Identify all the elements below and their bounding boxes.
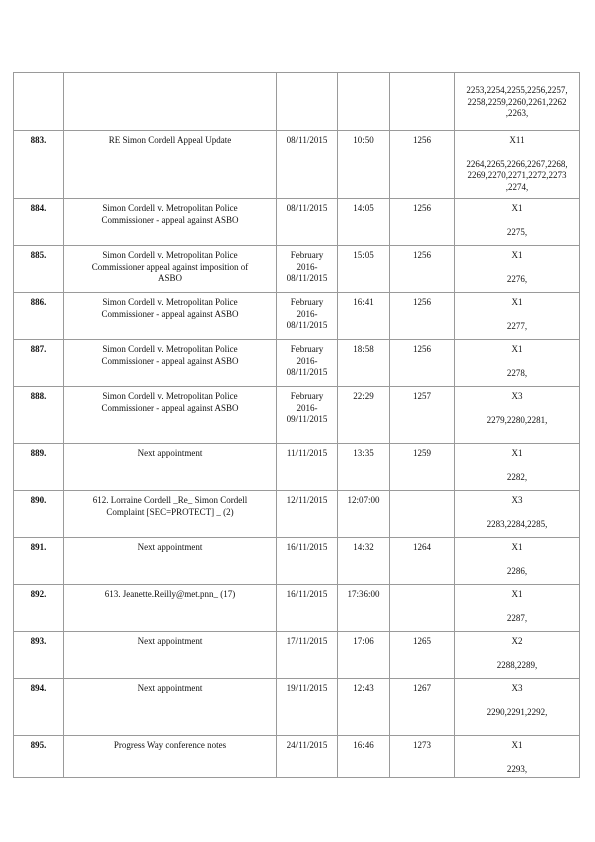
table-row <box>14 293 580 340</box>
entry-number: 894. <box>14 679 64 736</box>
entry-number: 893. <box>14 632 64 679</box>
page-number-list: 2293, <box>506 763 528 774</box>
entry-number: 895. <box>14 736 64 778</box>
entry-pages <box>455 199 580 246</box>
entry-time: 15:05 <box>338 246 390 293</box>
entry-subject: Simon Cordell v. Metropolitan Police Commissioner - appeal against ASBO <box>64 293 277 340</box>
entry-number: 885. <box>14 246 64 293</box>
entry-date: 19/11/2015 <box>277 679 338 736</box>
page-count: X3 <box>511 391 523 401</box>
entry-reference: 1257 <box>390 387 455 444</box>
page-count: X3 <box>511 683 523 693</box>
entry-number: 886. <box>14 293 64 340</box>
entry-reference: 1265 <box>390 632 455 679</box>
entry-subject: Next appointment <box>64 679 277 736</box>
page-number-list: 2279,2280,2281, <box>486 414 548 425</box>
entry-time <box>338 73 390 131</box>
page-number-list: 2287, <box>506 612 528 623</box>
page-count: X1 <box>511 297 523 307</box>
page-number-list: 2282, <box>506 471 528 482</box>
entry-time: 17:06 <box>338 632 390 679</box>
entry-subject: Simon Cordell v. Metropolitan Police Commissioner appeal against imposition of ASBO <box>64 246 277 293</box>
entry-date: February 2016- 08/11/2015 <box>277 246 338 293</box>
document-log-table <box>13 72 580 778</box>
page-count: X1 <box>511 740 523 750</box>
entry-pages <box>455 491 580 538</box>
entry-reference: 1264 <box>390 538 455 585</box>
page-count: X11 <box>509 135 525 145</box>
page-number-list: 2278, <box>506 367 528 378</box>
entry-time: 17:36:00 <box>338 585 390 632</box>
entry-date: 16/11/2015 <box>277 538 338 585</box>
table-row <box>14 444 580 491</box>
entry-pages <box>455 444 580 491</box>
entry-number: 883. <box>14 131 64 199</box>
page-number-list: 2288,2289, <box>496 659 538 670</box>
entry-date: 16/11/2015 <box>277 585 338 632</box>
entry-date: February 2016- 08/11/2015 <box>277 340 338 387</box>
entry-subject: Progress Way conference notes <box>64 736 277 778</box>
entry-subject: Next appointment <box>64 444 277 491</box>
table-row <box>14 585 580 632</box>
entry-subject: RE Simon Cordell Appeal Update <box>64 131 277 199</box>
entry-number: 890. <box>14 491 64 538</box>
entry-subject: Next appointment <box>64 538 277 585</box>
table-row <box>14 340 580 387</box>
page-number-list: 2275, <box>506 226 528 237</box>
page-number-list: 2277, <box>506 320 528 331</box>
entry-date: 17/11/2015 <box>277 632 338 679</box>
entry-time: 14:32 <box>338 538 390 585</box>
entry-date: 11/11/2015 <box>277 444 338 491</box>
page-count: X1 <box>511 542 523 552</box>
page-count: X2 <box>511 636 523 646</box>
entry-pages <box>455 246 580 293</box>
table-row <box>14 387 580 444</box>
entry-reference <box>390 585 455 632</box>
page-number-list: 2290,2291,2292, <box>486 706 548 717</box>
entry-pages <box>455 340 580 387</box>
entry-time: 22:29 <box>338 387 390 444</box>
entry-subject: Simon Cordell v. Metropolitan Police Commissioner - appeal against ASBO <box>64 199 277 246</box>
table-row <box>14 246 580 293</box>
entry-number <box>14 73 64 131</box>
entry-date: 08/11/2015 <box>277 131 338 199</box>
page-number-list: 2276, <box>506 273 528 284</box>
entry-date: 24/11/2015 <box>277 736 338 778</box>
page-number-list: 2253,2254,2255,2256,2257, 2258,2259,2260,2261,2262 ,2263, <box>466 85 568 118</box>
entry-number: 888. <box>14 387 64 444</box>
entry-reference: 1256 <box>390 199 455 246</box>
entry-pages <box>455 131 580 199</box>
entry-date: February 2016- 09/11/2015 <box>277 387 338 444</box>
entry-number: 884. <box>14 199 64 246</box>
page-number-list: 2286, <box>506 565 528 576</box>
table-row <box>14 199 580 246</box>
entry-pages <box>455 73 580 131</box>
entry-time: 18:58 <box>338 340 390 387</box>
entry-time: 16:41 <box>338 293 390 340</box>
entry-subject: Next appointment <box>64 632 277 679</box>
entry-date <box>277 73 338 131</box>
table-row <box>14 736 580 778</box>
entry-reference: 1256 <box>390 131 455 199</box>
entry-reference: 1259 <box>390 444 455 491</box>
page-count: X1 <box>511 448 523 458</box>
entry-date: 08/11/2015 <box>277 199 338 246</box>
entry-pages <box>455 387 580 444</box>
entry-time: 10:50 <box>338 131 390 199</box>
entry-pages <box>455 632 580 679</box>
entry-subject: 612. Lorraine Cordell _Re_ Simon Cordell Complaint [SEC=PROTECT] _ (2) <box>64 491 277 538</box>
entry-pages <box>455 538 580 585</box>
entry-reference: 1256 <box>390 246 455 293</box>
entry-number: 887. <box>14 340 64 387</box>
entry-reference: 1273 <box>390 736 455 778</box>
entry-date: 12/11/2015 <box>277 491 338 538</box>
page-count: X1 <box>511 344 523 354</box>
table-row <box>14 73 580 131</box>
page-count: X1 <box>511 589 523 599</box>
entry-time: 12:43 <box>338 679 390 736</box>
entry-subject: 613. Jeanette.Reilly@met.pnn_ (17) <box>64 585 277 632</box>
table-row <box>14 538 580 585</box>
page-number-list: 2264,2265,2266,2267,2268, 2269,2270,2271,2272,2273 ,2274, <box>466 158 568 192</box>
table-row <box>14 131 580 199</box>
entry-subject: Simon Cordell v. Metropolitan Police Commissioner - appeal against ASBO <box>64 387 277 444</box>
entry-time: 12:07:00 <box>338 491 390 538</box>
page-number-list: 2283,2284,2285, <box>486 518 548 529</box>
entry-reference <box>390 491 455 538</box>
entry-pages <box>455 293 580 340</box>
entry-time: 16:46 <box>338 736 390 778</box>
table-row <box>14 491 580 538</box>
page-count: X1 <box>511 203 523 213</box>
log-table-body <box>14 73 580 778</box>
entry-time: 14:05 <box>338 199 390 246</box>
entry-number: 889. <box>14 444 64 491</box>
entry-pages <box>455 736 580 778</box>
entry-reference <box>390 73 455 131</box>
entry-subject: Simon Cordell v. Metropolitan Police Commissioner - appeal against ASBO <box>64 340 277 387</box>
entry-number: 892. <box>14 585 64 632</box>
entry-reference: 1256 <box>390 293 455 340</box>
entry-number: 891. <box>14 538 64 585</box>
entry-subject <box>64 73 277 131</box>
entry-pages <box>455 679 580 736</box>
entry-reference: 1256 <box>390 340 455 387</box>
table-row <box>14 632 580 679</box>
table-row <box>14 679 580 736</box>
page-count: X1 <box>511 250 523 260</box>
entry-time: 13:35 <box>338 444 390 491</box>
entry-pages <box>455 585 580 632</box>
page-count: X3 <box>511 495 523 505</box>
entry-date: February 2016- 08/11/2015 <box>277 293 338 340</box>
entry-reference: 1267 <box>390 679 455 736</box>
